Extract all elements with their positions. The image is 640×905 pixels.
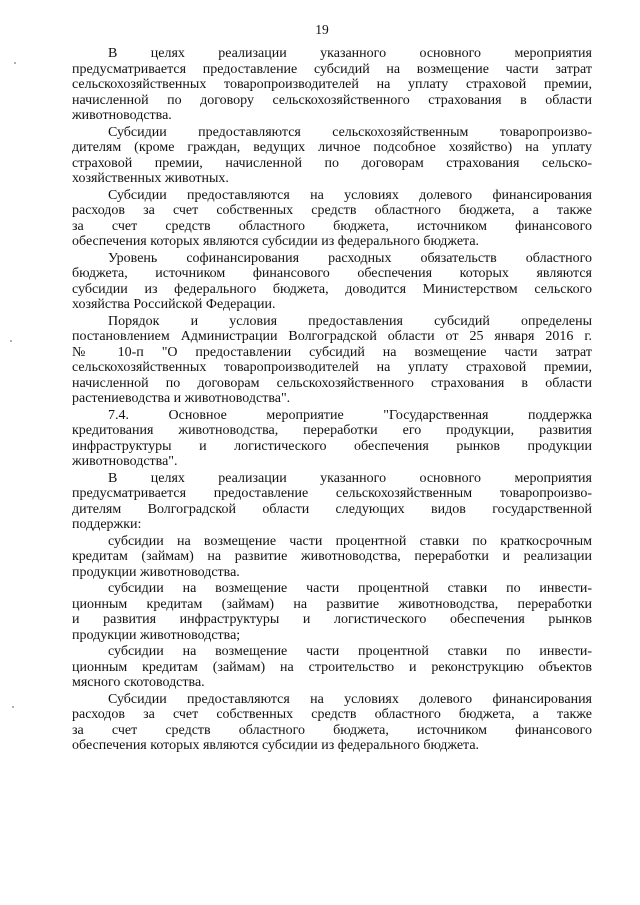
text-line: поддержки: [72, 517, 142, 532]
text-line: дителям (кроме граждан, ведущих личное подсобное хозяйство) на уплату [72, 140, 592, 155]
paragraph [72, 644, 592, 691]
text-line: кредитам (займам) на развитие животноводства, переработки и реализации [72, 549, 592, 564]
text-line: начисленной по договору сельскохозяйственного страхования в области [72, 92, 592, 108]
text-line: кредитования животноводства, переработки его продукции, развития [72, 423, 592, 438]
text-line: постановлением Администрации Волгоградской области от 25 января 2016 г. [72, 329, 592, 344]
text-line: субсидии на возмещение части процентной ставки по инвести- [108, 644, 592, 659]
paragraph [72, 471, 592, 533]
document-page [72, 22, 592, 755]
text-line: расходов за счет собственных средств областного бюджета, а также [72, 203, 592, 218]
text-line: Субсидии предоставляются на условиях долевого финансирования [108, 691, 592, 707]
text-line: предусматривается предоставление субсидий на возмещение части затрат [72, 61, 592, 77]
text-line: хозяйственных животных. [72, 171, 229, 186]
paragraph [72, 314, 592, 407]
text-line: № 10-п "О предоставлении субсидий на возмещение части затрат [72, 344, 592, 360]
text-line: и развития инфраструктуры и логистического обеспечения рынков [72, 612, 592, 627]
text-line: Субсидии предоставляются на условиях долевого финансирования [108, 187, 592, 203]
text-line: субсидии на возмещение части процентной ставки по краткосрочным [108, 533, 592, 549]
scan-speck [12, 706, 14, 708]
text-line: продукции животноводства. [72, 564, 240, 580]
paragraph [72, 408, 592, 470]
text-line: хозяйства Российской Федерации. [72, 297, 276, 312]
paragraph [72, 46, 592, 124]
paragraph [72, 581, 592, 643]
document-body [72, 46, 592, 754]
text-line: ционным кредитам (займам) на развитие животноводства, переработки [72, 596, 592, 612]
text-line: инфраструктуры и логистического обеспечения рынков продукции [72, 438, 592, 454]
text-line: В целях реализации указанного основного мероприятия [108, 470, 592, 486]
text-line: Субсидии предоставляются сельскохозяйственным товаропроизво- [108, 124, 592, 140]
text-line: обеспечения которых являются субсидии из федерального бюджета. [72, 738, 480, 753]
text-line: начисленной по договорам сельскохозяйственного страхования в области [72, 375, 592, 391]
text-line: В целях реализации указанного основного мероприятия [108, 46, 592, 61]
text-line: животноводства". [72, 454, 178, 469]
text-line: субсидии из федерального бюджета, доводится Министерством сельского [72, 281, 592, 297]
paragraph [72, 251, 592, 313]
text-line: за счет средств областного бюджета, источником финансового [72, 722, 592, 738]
paragraph [72, 125, 592, 187]
text-line: растениеводства и животноводства". [72, 391, 291, 406]
scan-speck [10, 340, 12, 342]
text-line: ционным кредитам (займам) на строительство и реконструкцию объектов [72, 659, 592, 675]
page-number: 19 [315, 22, 329, 37]
text-line: сельскохозяйственных товаропроизводителей на уплату страховой премии, [72, 360, 592, 375]
text-line: 7.4. Основное мероприятие "Государственная поддержка [108, 407, 592, 423]
text-line: субсидии на возмещение части процентной ставки по инвести- [108, 581, 592, 596]
text-line: за счет средств областного бюджета, источником финансового [72, 218, 592, 234]
text-line: продукции животноводства; [72, 627, 241, 643]
text-line: мясного скотоводства. [72, 675, 205, 690]
text-line: сельскохозяйственных товаропроизводителей на уплату страховой премии, [72, 77, 592, 92]
text-line: дителям Волгоградской области следующих видов государственной [72, 501, 592, 517]
scan-speck [14, 62, 16, 64]
text-line: бюджета, источником финансового обеспечения которых являются [72, 266, 592, 281]
paragraph [72, 188, 592, 250]
paragraph [72, 534, 592, 581]
text-line: Уровень софинансирования расходных обязательств областного [108, 250, 592, 266]
text-line: расходов за счет собственных средств областного бюджета, а также [72, 707, 592, 722]
paragraph [72, 692, 592, 754]
text-line: Порядок и условия предоставления субсидий определены [108, 313, 592, 329]
text-line: животноводства. [72, 108, 172, 123]
text-line: обеспечения которых являются субсидии из федерального бюджета. [72, 234, 480, 249]
text-line: предусматривается предоставление сельскохозяйственным товаропроизво- [72, 486, 592, 501]
text-line: страховой премии, начисленной по договорам страхования сельско- [72, 155, 592, 171]
